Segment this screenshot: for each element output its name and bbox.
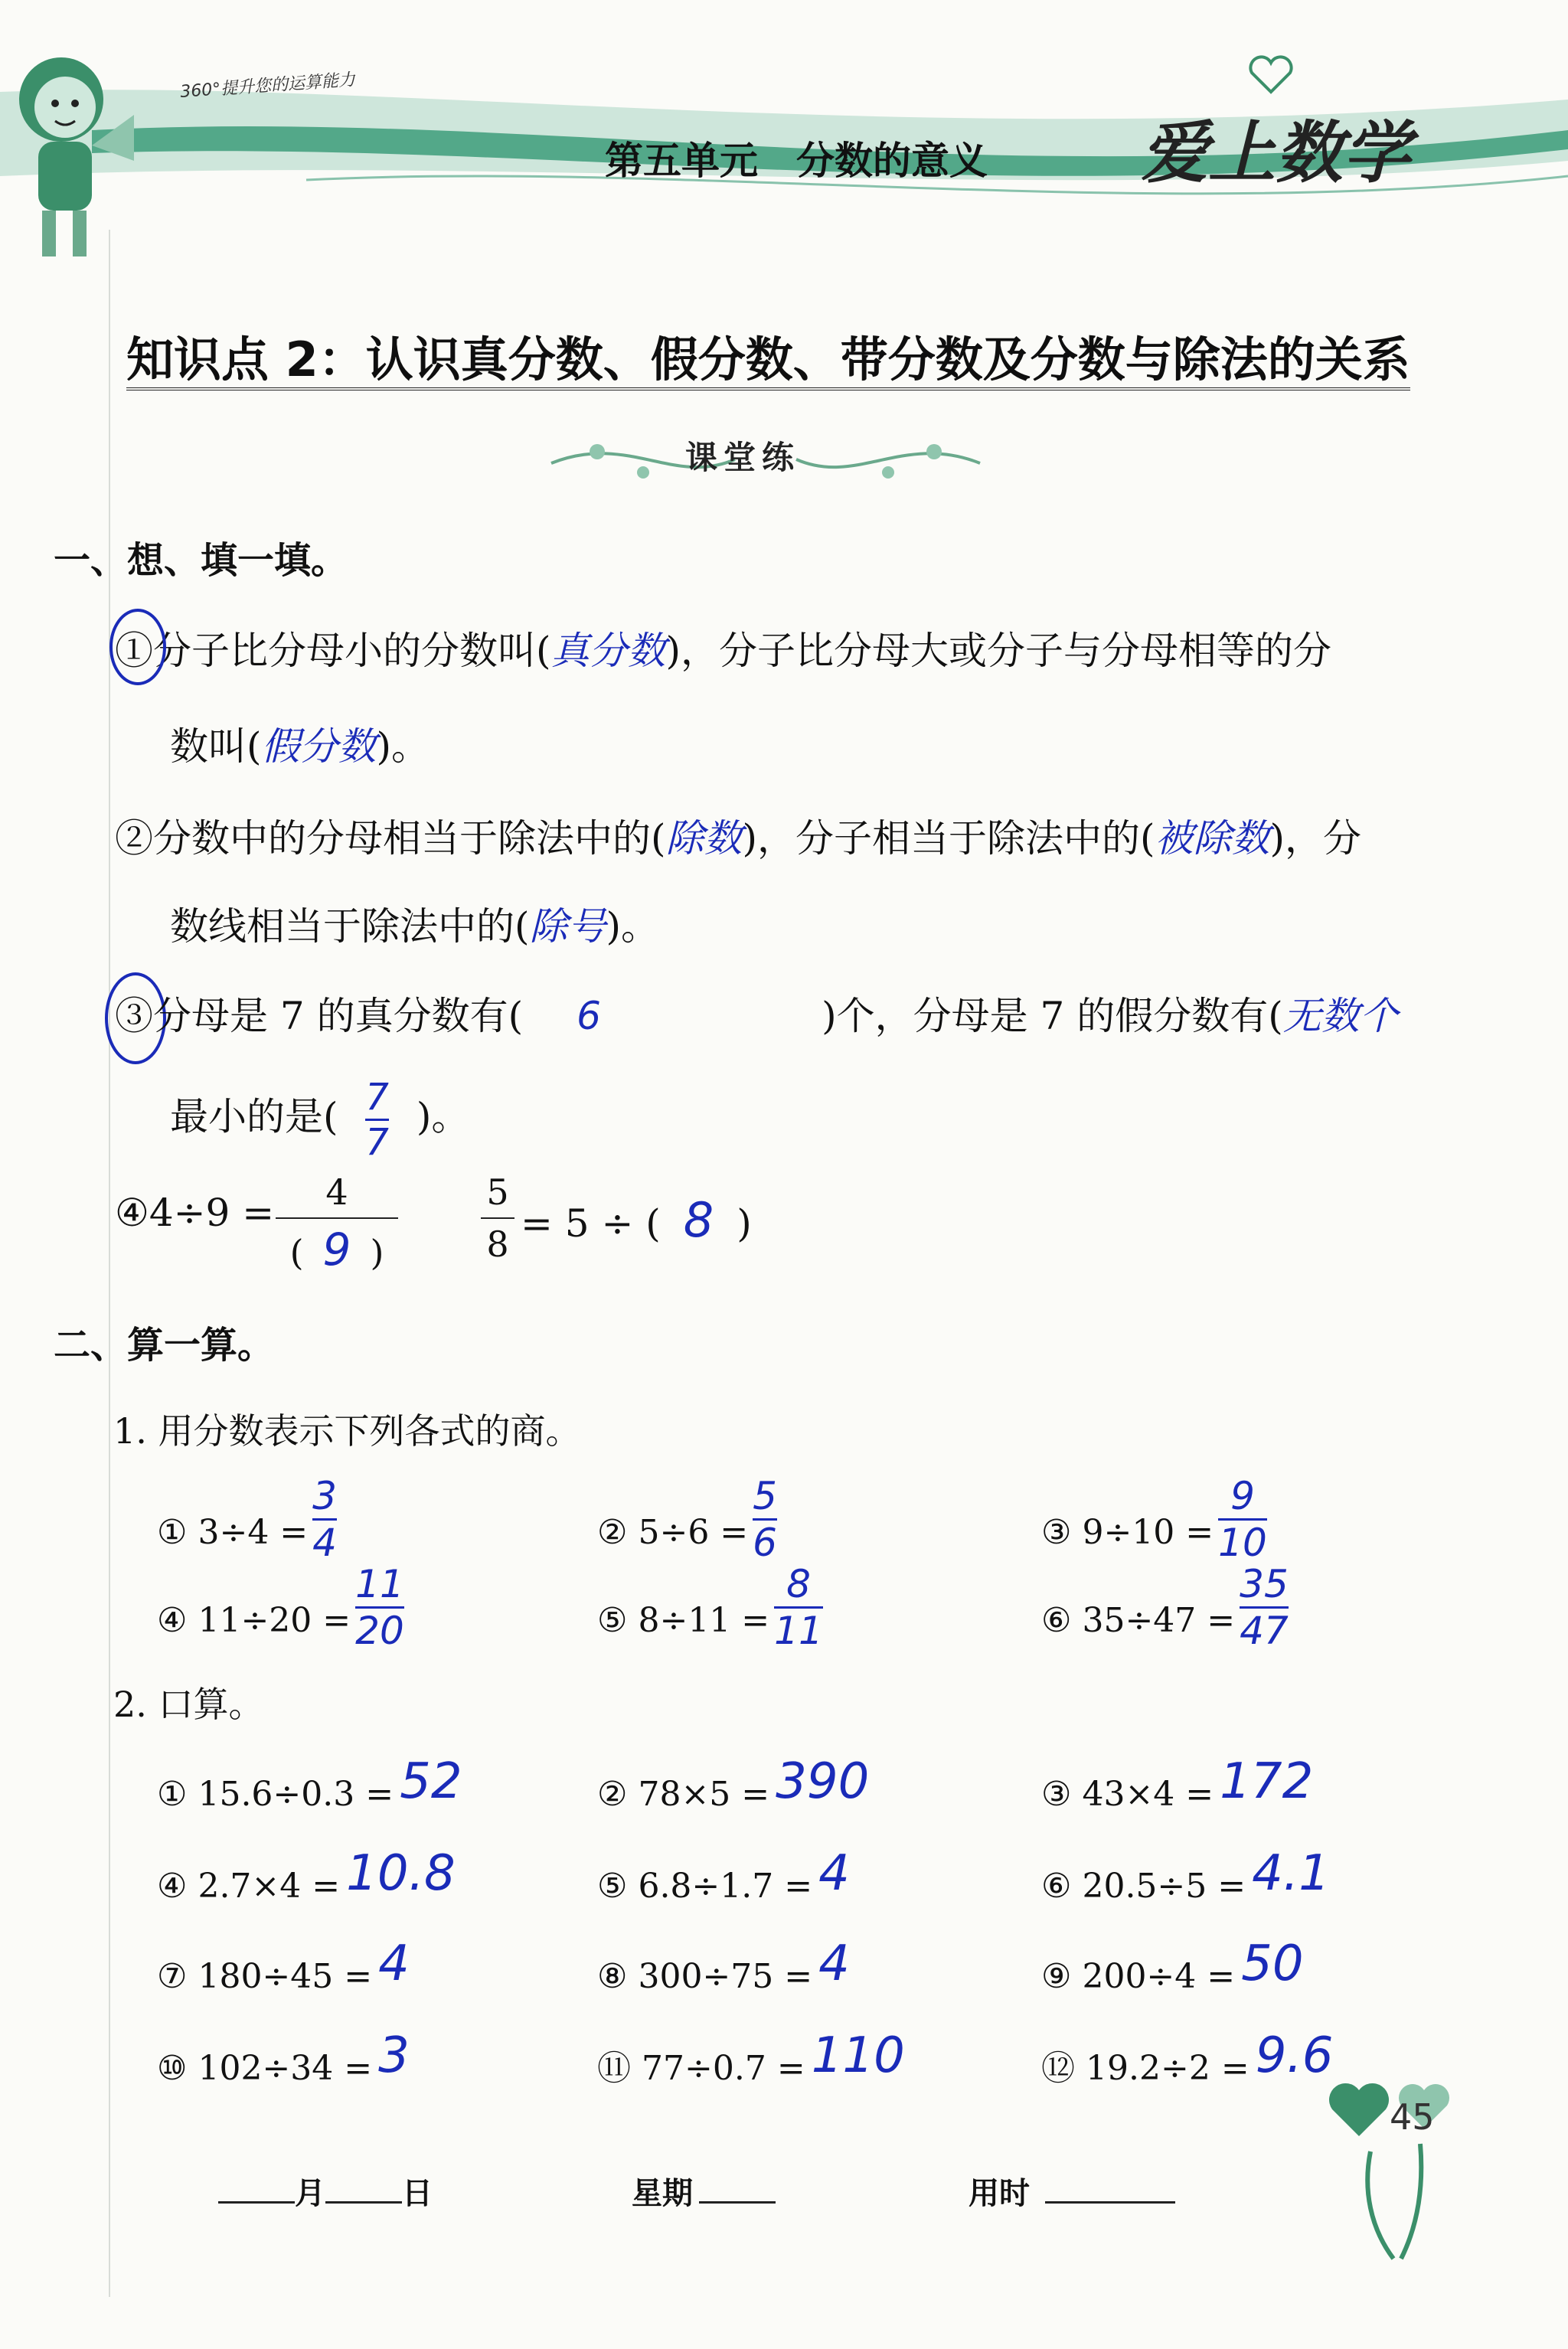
fraction-item (1041, 1562, 1289, 1668)
item-answer-fraction: $\frac{3}{4}$ (312, 1474, 337, 1565)
calc-item (157, 1753, 462, 1818)
q2-num: ② (115, 816, 153, 861)
item-num: ⑥ (1041, 1867, 1072, 1906)
footer-weekday: 星期 (632, 2169, 776, 2213)
item-answer: 10.8 (346, 1845, 456, 1902)
item-answer: 50 (1241, 1936, 1304, 1992)
q1-answer-a: 真分数 (550, 629, 666, 673)
item-num: ⑪ (597, 2049, 631, 2088)
item-expr: 43×4 = (1082, 1775, 1214, 1814)
item-num: ① (157, 1513, 188, 1552)
q4-num: ④ (115, 1191, 149, 1235)
fraction-item (157, 1562, 404, 1668)
calc-item (597, 1936, 850, 2000)
item-expr: 77÷0.7 = (642, 2049, 805, 2088)
item-answer: 4 (818, 1936, 850, 1992)
item-expr: 9÷10 = (1082, 1513, 1214, 1552)
item-num: ⑦ (157, 1957, 188, 1996)
unit-title: 第五单元 分数的意义 (605, 139, 988, 183)
item-expr: 200÷4 = (1082, 1957, 1236, 1996)
item-expr: 20.5÷5 = (1082, 1867, 1246, 1906)
knowledge-point-title: 知识点 2：认识真分数、假分数、带分数及分数与除法的关系 (126, 322, 1410, 390)
cartoon-girl-icon (0, 31, 138, 260)
item-num: ⑫ (1041, 2049, 1075, 2088)
item-num: ⑩ (157, 2049, 188, 2088)
q1-answer-b: 假分数 (261, 724, 377, 769)
item-expr: 78×5 = (638, 1775, 770, 1814)
q1-num: ① (115, 629, 153, 673)
section1-heading: 一、想、填一填。 (54, 539, 348, 582)
q2-line1: ②分数中的分母相当于除法中的(除数)，分子相当于除法中的(被除数)，分 (115, 816, 1362, 861)
q3-answer-fraction: $\frac{7}{7}$ (365, 1076, 389, 1164)
calc-item (1041, 1936, 1304, 2000)
item-num: ⑨ (1041, 1957, 1072, 1996)
item-expr: 6.8÷1.7 = (638, 1867, 813, 1906)
q4-fraction-a: 4 ( 9 ) (276, 1171, 398, 1276)
item-answer: 3 (378, 2027, 410, 2084)
item-answer-fraction: $\frac{11}{20}$ (355, 1562, 404, 1653)
fraction-item (597, 1562, 823, 1668)
item-answer: 172 (1220, 1753, 1314, 1810)
blank-line (325, 2178, 402, 2204)
item-num: ① (157, 1775, 188, 1814)
part1-label: 1. 用分数表示下列各式的商。 (113, 1410, 581, 1452)
item-expr: 180÷45 = (198, 1957, 373, 1996)
section2-heading: 二、算一算。 (54, 1324, 275, 1367)
item-answer-fraction: $\frac{8}{11}$ (774, 1562, 823, 1653)
q1-line2: 数叫(假分数)。 (170, 724, 430, 769)
item-answer: 4 (818, 1845, 850, 1902)
item-num: ④ (157, 1867, 188, 1906)
item-answer: 390 (776, 1753, 870, 1810)
item-expr: 19.2÷2 = (1086, 2049, 1250, 2088)
part2-label: 2. 口算。 (113, 1684, 264, 1725)
item-num: ④ (157, 1601, 188, 1640)
calc-item (157, 1936, 410, 2000)
section-banner: 课堂练 (685, 439, 801, 476)
item-answer: 4 (378, 1936, 410, 1992)
item-num: ⑤ (597, 1601, 628, 1640)
q2-answer-b: 被除数 (1155, 816, 1270, 861)
item-num: ⑥ (1041, 1601, 1072, 1640)
item-num: ② (597, 1513, 628, 1552)
fraction-item (157, 1474, 337, 1580)
q3-answer-b: 无数个 (1282, 994, 1398, 1038)
item-num: ③ (1041, 1513, 1072, 1552)
item-expr: 5÷6 = (638, 1513, 749, 1552)
fraction-item (597, 1474, 777, 1580)
q3-line2: 最小的是( $\frac{7}{7}$ )。 (170, 1076, 470, 1164)
circle-mark-icon (103, 605, 172, 689)
item-answer-fraction: $\frac{5}{6}$ (753, 1474, 777, 1565)
q3-answer-a: 6 (577, 994, 601, 1038)
calc-item (1041, 2027, 1334, 2092)
q2-line2: 数线相当于除法中的(除号)。 (170, 904, 660, 949)
q2-answer-a: 除数 (665, 816, 743, 861)
item-expr: 8÷11 = (638, 1601, 770, 1640)
q4-right: = 5 ÷ ( 8 ) (521, 1192, 752, 1248)
q4-fraction-b: 5 8 (481, 1171, 514, 1265)
item-expr: 300÷75 = (638, 1957, 813, 1996)
item-answer: 52 (400, 1753, 462, 1810)
item-answer-fraction: $\frac{9}{10}$ (1218, 1474, 1267, 1565)
item-answer: 9.6 (1255, 2027, 1334, 2084)
fraction-item (1041, 1474, 1267, 1580)
q1-line1: ①分子比分母小的分数叫(真分数)，分子比分母大或分子与分母相等的分 (115, 629, 1332, 673)
item-num: ⑧ (597, 1957, 628, 1996)
q4-answer-den: 9 (322, 1224, 351, 1276)
q4-answer-b: 8 (683, 1192, 714, 1248)
item-num: ③ (1041, 1775, 1072, 1814)
calc-item (597, 1753, 870, 1818)
banner-slogan: 360°提升您的运算能力 (179, 70, 356, 102)
item-expr: 11÷20 = (198, 1601, 351, 1640)
item-num: ② (597, 1775, 628, 1814)
calc-item (597, 2027, 905, 2092)
q3-num: ③ (115, 994, 153, 1038)
item-num: ⑤ (597, 1867, 628, 1906)
calc-item (157, 2027, 410, 2092)
brand-logo: 爱上数学 (1141, 113, 1411, 192)
item-expr: 102÷34 = (198, 2049, 373, 2088)
item-expr: 2.7×4 = (198, 1867, 341, 1906)
footer-date: 月 日 (218, 2169, 433, 2213)
q4-left: ④4÷9 = (115, 1191, 275, 1235)
page-number: 45 (1390, 2096, 1435, 2138)
item-answer: 4.1 (1252, 1845, 1330, 1902)
item-expr: 3÷4 = (198, 1513, 309, 1552)
q3-line1: ③分母是 7 的真分数有( 6 )个，分母是 7 的假分数有(无数个 (115, 994, 1398, 1038)
calc-item (1041, 1845, 1330, 1910)
blank-line (699, 2178, 776, 2204)
item-answer: 110 (811, 2027, 905, 2084)
heart-icon (1248, 54, 1294, 96)
blank-line (218, 2178, 295, 2204)
item-expr: 15.6÷0.3 = (198, 1775, 394, 1814)
footer-time-used: 用时 (969, 2169, 1175, 2213)
q2-answer-c: 除号 (529, 904, 606, 949)
calc-item (1041, 1753, 1314, 1818)
blank-line (1045, 2178, 1175, 2204)
item-answer-fraction: $\frac{35}{47}$ (1240, 1562, 1289, 1653)
calc-item (597, 1845, 850, 1910)
calc-item (157, 1845, 456, 1910)
item-expr: 35÷47 = (1082, 1601, 1236, 1640)
